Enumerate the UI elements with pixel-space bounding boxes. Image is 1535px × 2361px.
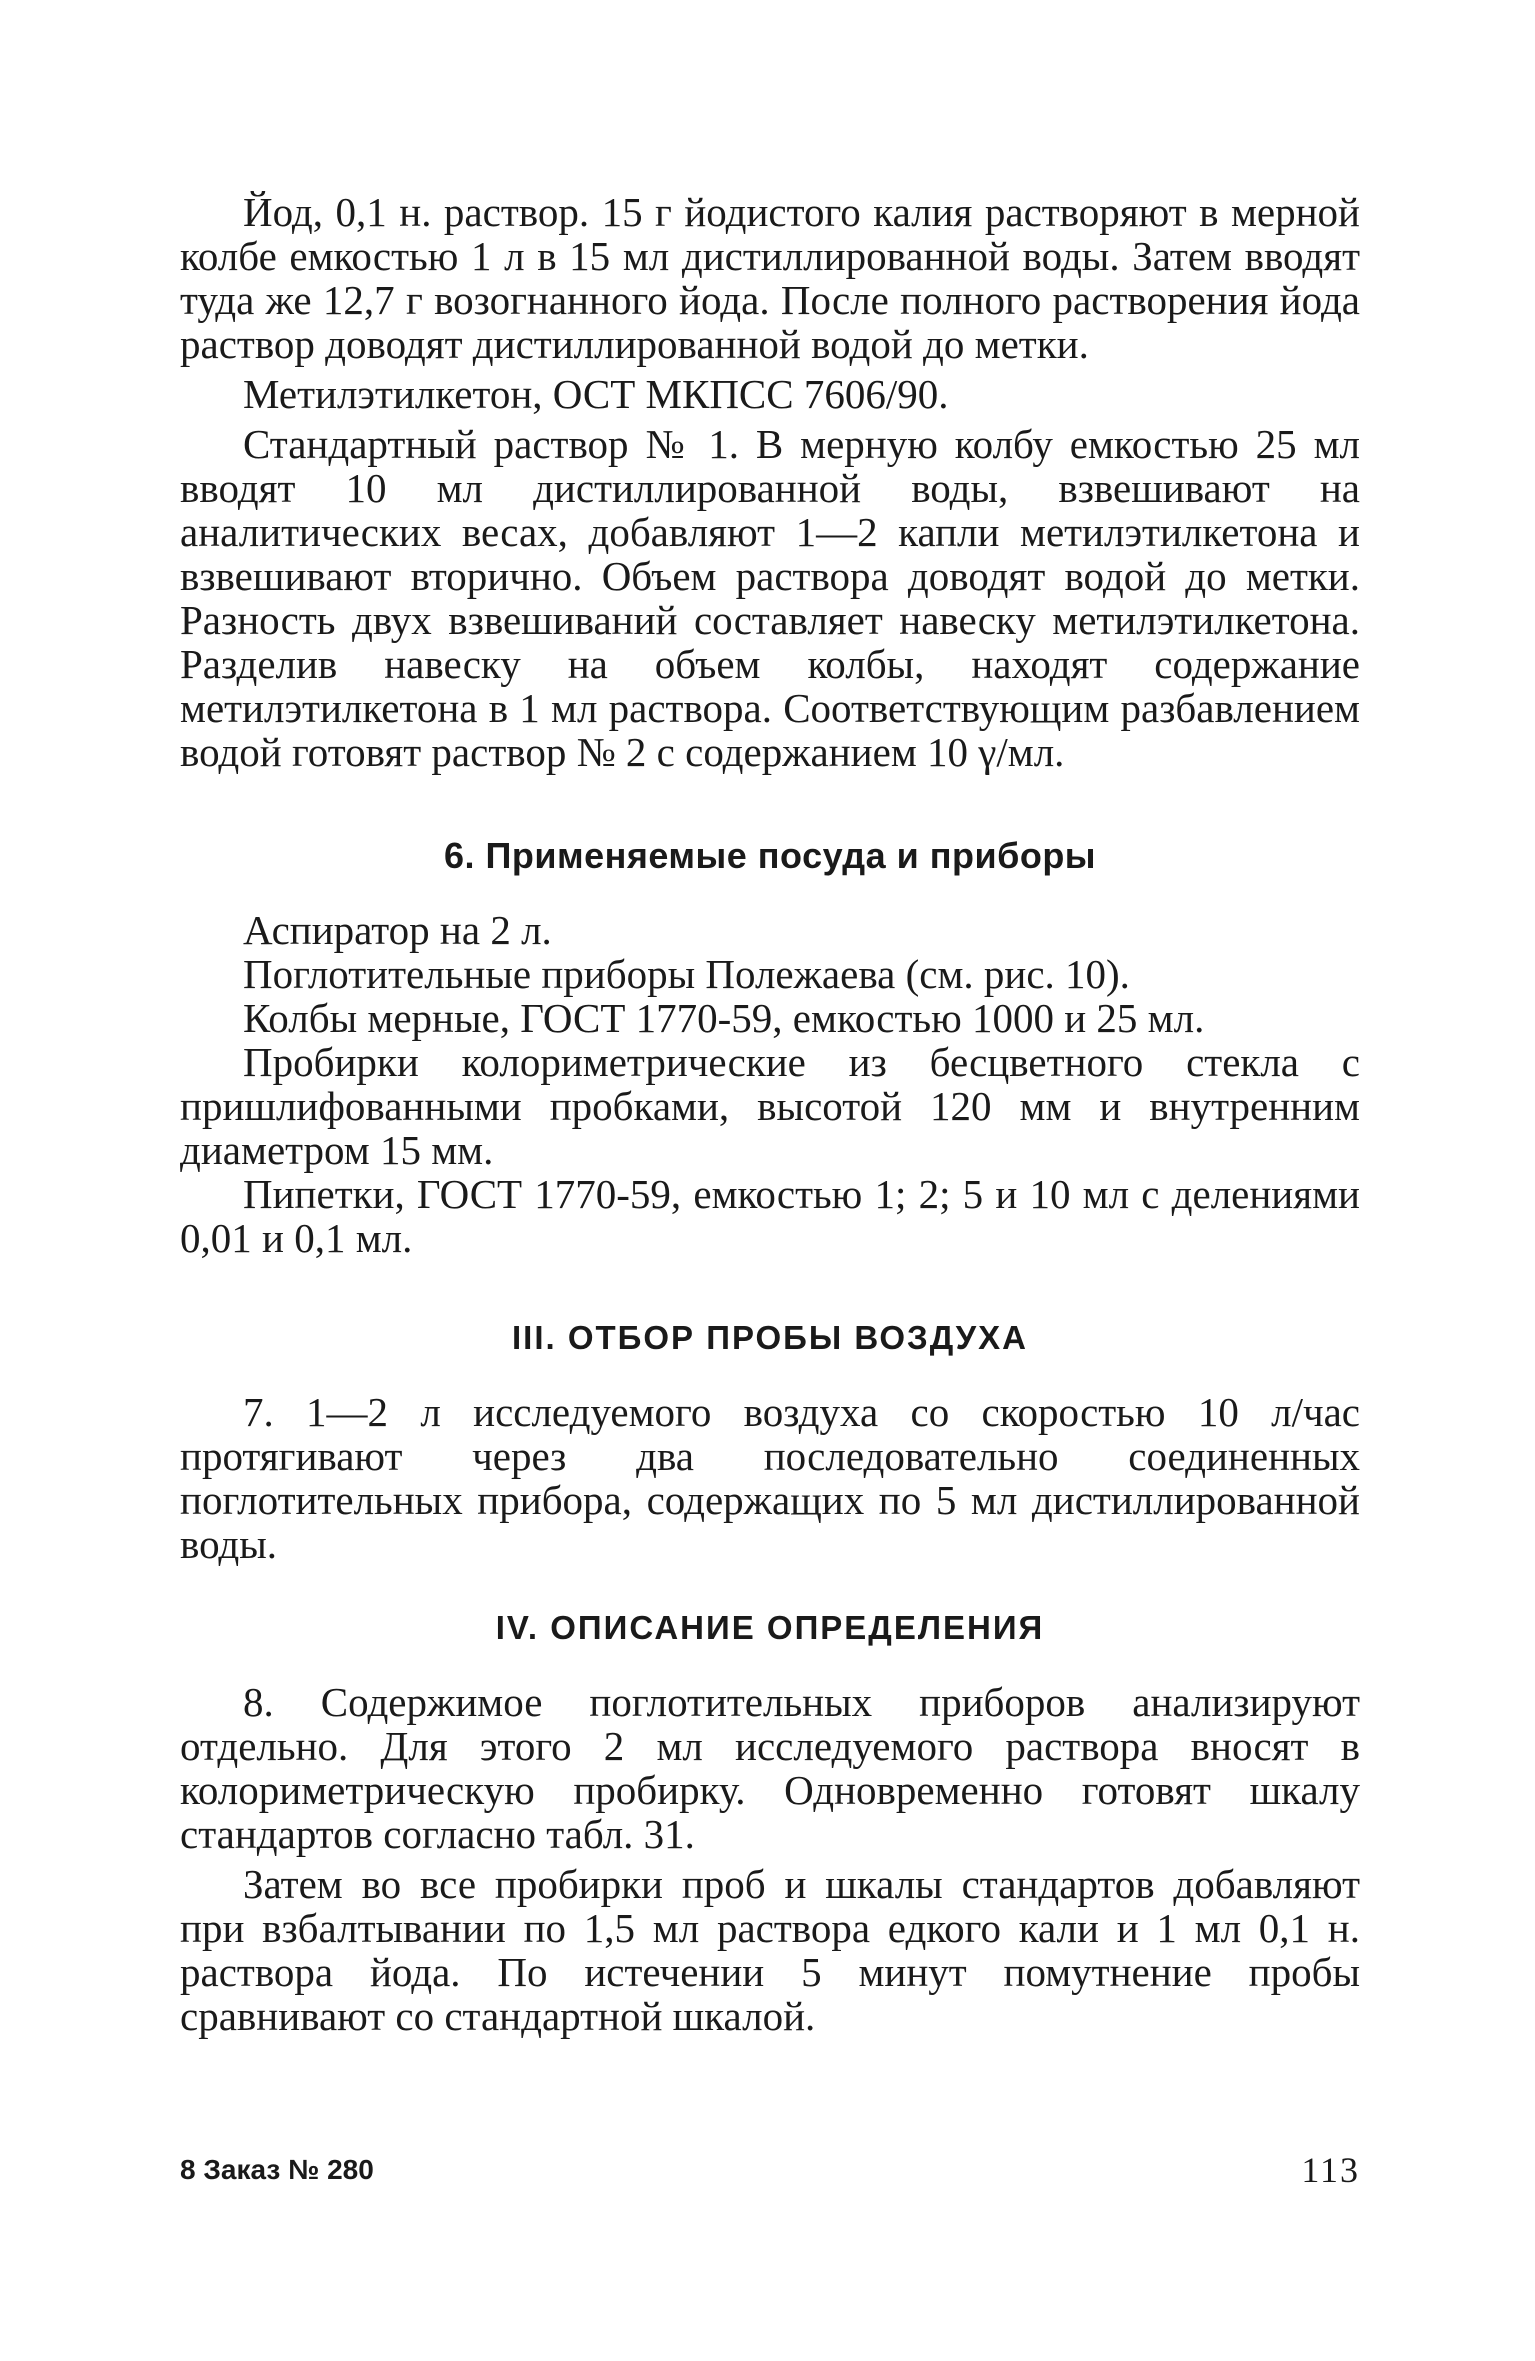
paragraph-air-sampling: 7. 1—2 л исследуемого воздуха со скоростью 10 л/час протягивают через два последовательно соединенных поглотительных прибора, содержащих по 5 мл дистиллированной воды.: [180, 1389, 1360, 1567]
equipment-item-flasks: Колбы мерные, ГОСТ 1770-59, емкостью 1000 и 25 мл.: [243, 995, 1205, 1041]
equipment-item-pipettes: Пипетки, ГОСТ 1770-59, емкостью 1; 2; 5 и 10 мл с делениями 0,01 и 0,1 мл.: [180, 1171, 1360, 1261]
page-number: 113: [1301, 2150, 1360, 2190]
page-footer: [180, 2150, 1360, 2200]
section-heading-equipment: 6. Применяемые посуда и приборы: [443, 835, 1097, 876]
paragraph-standard-solution: Стандартный раствор № 1. В мерную колбу емкостью 25 мл вводят 10 мл дистиллированной воды, взвешивают на аналитических весах, добавляют 1—2 капли метилэтилкетона и взвешивают вторично. Объем раствора доводят водой до метки. Разность двух взвешиваний составляет навеску метилэтилкетона. Разделив навеску на объем колбы, находят содержание метилэтилкетона в 1 мл раствора. Соответствующим разбавлением водой готовят раствор № 2 с содержанием 10 γ/мл.: [180, 421, 1360, 775]
paragraph-methylethylketone: Метилэтилкетон, ОСТ МКПСС 7606/90.: [243, 371, 949, 417]
paragraph-iodine-solution: Йод, 0,1 н. раствор. 15 г йодистого калия растворяют в мерной колбе емкостью 1 л в 15 мл дистиллированной воды. Затем вводят туда же 12,7 г возогнанного йода. После полного растворения йода раствор доводят дистиллированной водой до метки.: [180, 189, 1360, 367]
printer-signature: 8 Заказ № 280: [180, 2154, 374, 2185]
section-heading-air-sampling: III. ОТБОР ПРОБЫ ВОЗДУХА: [511, 1319, 1029, 1356]
equipment-item-aspirator: Аспиратор на 2 л.: [243, 907, 552, 953]
paragraph-determination-comparison: Затем во все пробирки проб и шкалы стандартов добавляют при взбалтывании по 1,5 мл раствора едкого кали и 1 мл 0,1 н. раствора йода. По истечении 5 минут помутнение пробы сравнивают со стандартной шкалой.: [180, 1861, 1360, 2039]
paragraph-determination-step: 8. Содержимое поглотительных приборов анализируют отдельно. Для этого 2 мл исследуемого раствора вносят в колориметрическую пробирку. Одновременно готовят шкалу стандартов согласно табл. 31.: [180, 1679, 1360, 1857]
section-heading-determination: IV. ОПИСАНИЕ ОПРЕДЕЛЕНИЯ: [495, 1609, 1045, 1646]
equipment-item-absorbers: Поглотительные приборы Полежаева (см. рис. 10).: [243, 951, 1130, 997]
equipment-item-tubes: Пробирки колориметрические из бесцветного стекла с пришлифованными пробками, высотой 120 мм и внутренним диаметром 15 мм.: [180, 1039, 1360, 1173]
page-body: [180, 190, 1360, 2038]
